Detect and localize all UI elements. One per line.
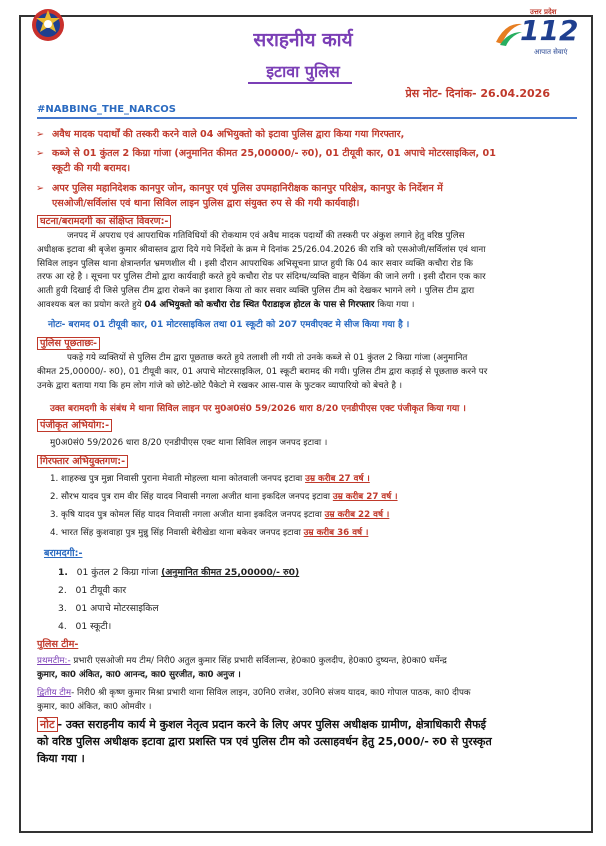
arrested-item: 4. भारत सिंह कुशवाहा पुत्र मुन्नु सिंह निवासी बेरीखेडा थाना बकेवर जनपद इटावा उम्र करीब 36 वर्ष । xyxy=(50,528,369,538)
recovery-item: 1. 01 कुंतल 2 किग्रा गांजा (अनुमानित कीमत 25,00000/- रु0) xyxy=(58,567,300,578)
divider-line xyxy=(37,117,577,119)
bullet-text: अपर पुलिस महानिदेशक कानपुर जोन, कानपुर एवं पुलिस उपमहानिरीक्षक कानपुर परिक्षेत्र, कानपुर के निर्देशन में xyxy=(52,183,443,194)
incident-paragraph: जनपद में अपराध एवं आपराधिक गतिविधियों की रोकथाम एवं अवैध मादक पदार्थों की तस्करी पर अंकुश लगाने हेतु वरिष्ठ पुलिस अधीक्षक इटावा श्री बृजेश कुमार श्रीवास्तव द्वारा दिये गये निर्देशो के क्रम मे दिनांक 25/26.04.2026 की रात्रि को एसओजी/सर्विलांस एवं थाना सिविल लाइन पुलिस थाना क्षेत्रान्तर्गत भ्रमणशील थी । इसी दौरान आपराधिक अभिसूचना प्राप्त हुयी कि 04 कार सवार व्यक्ति कचौरा रोड कि तरफ आ रहे है । सूचना पर पुलिस टीमो द्वारा कार्यवाही करते हुये कचौरा रोड पर संदिग्ध/व्यक्ति वाहन चैकिंग की जाने लगी । इसी दौरान एक कार आती हुयी दिखाई दी जिसे पुलिस टीम द्वारा रोकने का इशारा किया तो कार सवार व्यक्ति पुलिस टीम को देखकर भागने लगे । पुलिस टीम द्वारा आवश्यक बल का प्रयोग करते हुये 04 अभियुक्तो को कचौरा रोड स्थित पैराडाइज होटल के पास से गिरफ्तार किया गया । xyxy=(37,231,486,310)
arrow-bullet-icon: ➢ xyxy=(36,183,45,194)
bullet-item-continued xyxy=(52,197,572,211)
hashtag: #NABBING_THE_NARCOS xyxy=(37,104,176,115)
arrested-item: 2. सौरभ यादव पुत्र राम वीर सिंह यादव निवासी नगला अजीत थाना इकदिल जनपद इटावा उम्र करीब 27 वर्ष । xyxy=(50,492,398,502)
bullet-item xyxy=(36,182,572,196)
bullet-text: एसओजी/सर्विलांस एवं थाना सिविल लाइन पुलिस द्वारा संयुक्त रुप से की गयी कार्यवाही। xyxy=(52,198,360,209)
interrogation-paragraph: पकड़े गये व्यक्तियों से पुलिस टीम द्वारा पूछताछ करते हुये तलाशी ली गयी तो उनके कब्जे से 01 कुंतल 2 किग्रा गांजा (अनुमानित कीमत 25,00000/- रु0), 01 टीयूवी कार, 01 अपाचे मोटरसाइकिल, 01 स्कूटी बरामद की गयी। पुलिस टीम द्वारा कड़ाई से पूछताछ करने पर उनके द्वारा बताया गया कि हम लोग गांजे को छोटे-छोटे पैकेटो मे रखकर आस-पास के फुटकर व्यापारियो को बेचते है । xyxy=(37,353,488,391)
registered-case-value: मु0अ0सं0 59/2026 धारा 8/20 एनडीपीएस एक्ट थाना सिविल लाइन जनपद इटावा । xyxy=(50,438,328,448)
arrow-bullet-icon: ➢ xyxy=(36,148,45,159)
bullet-item xyxy=(36,147,572,161)
page-title: सराहनीय कार्य xyxy=(253,29,353,51)
title-underline xyxy=(248,82,352,84)
arrested-item: 1. शाहरुख पुत्र मुन्ना निवासी पुराना मेवाती मोहल्ला थाना कोतवाली जनपद इटावा उम्र करीब 27 वर्ष । xyxy=(50,474,370,484)
recovery-item: 2. 01 टीयूवी कार xyxy=(58,585,127,596)
section-label-recovery: बरामदगी:- xyxy=(44,548,83,559)
team-first: प्रथमटीम:- प्रभारी एसओजी मय टीम/ निरी0 अतुल कुमार सिंह प्रभारी सर्विलान्स, हे0का0 कुलदीप, हे0का0 दुष्यन्त, हे0का0 धर्मेन्द्र xyxy=(37,656,447,666)
section-label-incident: घटना/बरामदगी का संक्षिप्त विवरण:- xyxy=(37,214,171,227)
arrested-item: 3. कृषि यादव पुत्र कोमल सिंह यादव निवासी नगला अजीत थाना इकदिल जनपद इटावा उम्र करीब 22 वर्ष । xyxy=(50,510,390,520)
logo-top-text: उत्तर प्रदेश xyxy=(530,8,557,16)
bullet-item-continued xyxy=(52,162,572,176)
arrow-bullet-icon: ➢ xyxy=(36,129,45,140)
press-note-date: प्रेस नोट- दिनांक- 26.04.2026 xyxy=(405,87,550,100)
recovery-item: 4. 01 स्कूटी। xyxy=(58,621,112,632)
team-second-continued: कुमार, का0 अंकित, का0 ओमवीर । xyxy=(37,702,152,712)
section-label-arrested: गिरफ्तार अभियुक्तगण:- xyxy=(37,454,128,467)
seizure-note: नोटः- बरामद 01 टीयूवी कार, 01 मोटरसाइकिल तथा 01 स्कूटी को 207 एमवीएक्ट मे सीज किया गया है । xyxy=(48,320,410,330)
logo-112-text: 112 xyxy=(520,14,579,47)
recovery-item: 3. 01 अपाचे मोटरसाइकिल xyxy=(58,603,159,614)
section-label-team: पुलिस टीम- xyxy=(37,639,79,650)
bullet-text: अवैध मादक पदार्थों की तस्करी करने वाले 04 अभियुक्तो को इटावा पुलिस द्वारा किया गया गिरफ्तार, xyxy=(52,129,405,140)
section-label-interrogation: पुलिस पूछताछः- xyxy=(37,336,100,349)
team-first-continued: कुमार, का0 अंकित, का0 आनन्द, का0 सुरजीत, का0 अनुज । xyxy=(37,670,241,680)
final-note: नोट - उक्त सराहनीय कार्य मे कुशल नेतृत्व प्रदान करने के लिए अपर पुलिस अधीक्षक ग्रामीण, क्षेत्राधिकारी सैफई को वरिष्ठ पुलिस अधीक्षक इटावा द्वारा प्रशस्ति पत्र एवं पुलिस टीम को उत्साहवर्धन हेतु 25,000/- रु0 से पुरस्कृत किया गया । xyxy=(37,718,492,765)
bullet-text: कब्जे से 01 कुंतल 2 किग्रा गांजा (अनुमानित कीमत 25,00000/- रु0), 01 टीयूवी कार, 01 अपाचे मोटरसाइकिल, 01 xyxy=(52,148,496,159)
team-second: द्वितीय टीम- निरी0 श्री कृष्ण कुमार मिश्रा प्रभारी थाना सिविल लाइन, उ0नि0 राजेश, उ0नि0 संजय यादव, का0 गोपाल पाठक, का0 दीपक xyxy=(37,688,471,698)
logo-bottom-text: आपात सेवाएं xyxy=(534,48,568,56)
bullet-item xyxy=(36,128,572,142)
section-label-registered: पंजीकृत अभियोग:- xyxy=(37,418,112,431)
bullet-text: स्कूटी की गयी बरामद। xyxy=(52,163,131,174)
case-registered-line: उक्त बरामदगी के संबंध मे थाना सिविल लाइन पर मु0अ0सं0 59/2026 धारा 8/20 एनडीपीएस एक्ट पंजीकृत किया गया । xyxy=(50,404,466,414)
page-subtitle: इटावा पुलिस xyxy=(266,62,340,81)
